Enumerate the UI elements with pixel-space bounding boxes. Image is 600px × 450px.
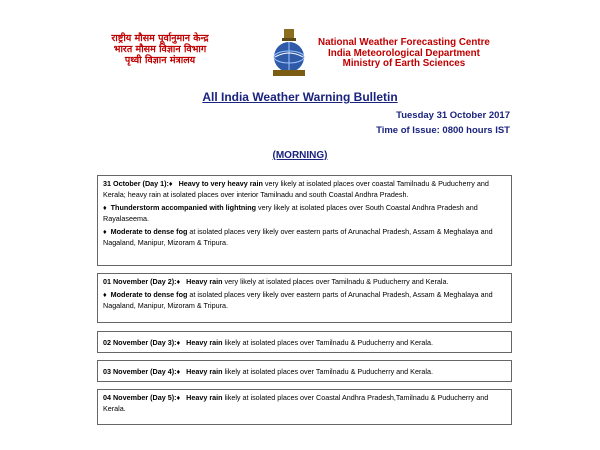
day-1-item-2: ♦ Thunderstorm accompanied with lightning very likely at isolated places over South Coastal Andhra Pradesh and Rayalaseema. (103, 203, 478, 223)
bulletin-title: All India Weather Warning Bulletin (202, 90, 398, 104)
day-3-item-1 (103, 334, 506, 348)
english-header (318, 38, 490, 70)
hindi-line-2: भारत मौसम विज्ञान विभाग (113, 44, 207, 55)
day-label: 02 November (Day 3):♦ (103, 338, 181, 347)
hazard-name: Moderate to dense fog (110, 227, 188, 236)
day-label: 03 November (Day 4):♦ (103, 367, 181, 376)
hazard-text: likely at isolated places over Tamilnadu & Puducherry and Kerala. (222, 338, 433, 347)
hazard-text: at isolated places very likely over eastern parts of Arunachal Pradesh, Assam & Meghalaya and Nagaland, Manipur, Mizoram & Tripura. (103, 290, 493, 310)
english-line-3: Ministry of Earth Sciences (342, 58, 466, 69)
imd-emblem-icon (267, 27, 311, 79)
day-5-box (97, 389, 512, 425)
hazard-text: very likely at isolated places over Tamilnadu & Puducherry and Kerala. (222, 277, 449, 286)
issue-time: Time of Issue: 0800 hours IST (376, 125, 510, 136)
hazard-text: very likely at isolated places over South Coastal Andhra Pradesh and Rayalaseema. (103, 203, 478, 223)
day-2-item-1 (103, 276, 506, 287)
day-3-box (97, 331, 512, 353)
hazard-name: Heavy to very heavy rain (178, 179, 263, 188)
day-1-item-1 (103, 178, 506, 200)
day-4-item-1 (103, 363, 506, 377)
day-label: 31 October (Day 1):♦ (103, 179, 173, 188)
hazard-text: at isolated places very likely over eastern parts of Arunachal Pradesh, Assam & Meghalaya and Nagaland, Manipur, Mizoram & Tripura. (103, 227, 493, 247)
hazard-name: Thunderstorm accompanied with lightning (110, 203, 257, 212)
day-2-box (97, 273, 512, 323)
hazard-name: Heavy rain (186, 277, 223, 286)
hazard-text: very likely at isolated places over coastal Tamilnadu & Puducherry and Kerala; heavy rain at isolated places over interior Tamilnadu and south Coastal Andhra Pradesh. (103, 179, 489, 199)
date-block (376, 108, 510, 138)
hazard-text: likely at isolated places over Coastal Andhra Pradesh,Tamilnadu & Puducherry and Kerala. (103, 393, 489, 413)
english-line-1: National Weather Forecasting Centre (318, 37, 490, 48)
day-1-item-3: ♦ Moderate to dense fog at isolated places very likely over eastern parts of Arunachal Pradesh, Assam & Meghalaya and Nagaland, Manipur, Mizoram & Tripura. (103, 227, 493, 247)
hazard-text: likely at isolated places over Tamilnadu & Puducherry and Kerala. (222, 367, 433, 376)
hindi-line-3: पृथ्वी विज्ञान मंत्रालय (124, 55, 196, 66)
english-line-2: India Meteorological Department (327, 47, 480, 59)
bulletin-date: Tuesday 31 October 2017 (396, 110, 510, 121)
day-label: 04 November (Day 5):♦ (103, 393, 181, 402)
day-5-item-1 (103, 392, 506, 414)
hindi-header (70, 33, 250, 66)
hindi-line-1: राष्ट्रीय मौसम पूर्वानुमान केन्द्र (111, 33, 209, 44)
session-row (0, 145, 600, 163)
hazard-name: Heavy rain (186, 393, 223, 402)
hazard-name: Heavy rain (186, 338, 223, 347)
day-1-box (97, 175, 512, 266)
hazard-name: Moderate to dense fog (110, 290, 188, 299)
day-label: 01 November (Day 2):♦ (103, 277, 181, 286)
session-label: (MORNING) (272, 150, 328, 161)
hazard-name: Heavy rain (186, 367, 223, 376)
bulletin-title-row (0, 88, 600, 106)
day-2-item-2: ♦ Moderate to dense fog at isolated places very likely over eastern parts of Arunachal Pradesh, Assam & Meghalaya and Nagaland, Manipur, Mizoram & Tripura. (103, 290, 493, 310)
day-4-box (97, 360, 512, 382)
